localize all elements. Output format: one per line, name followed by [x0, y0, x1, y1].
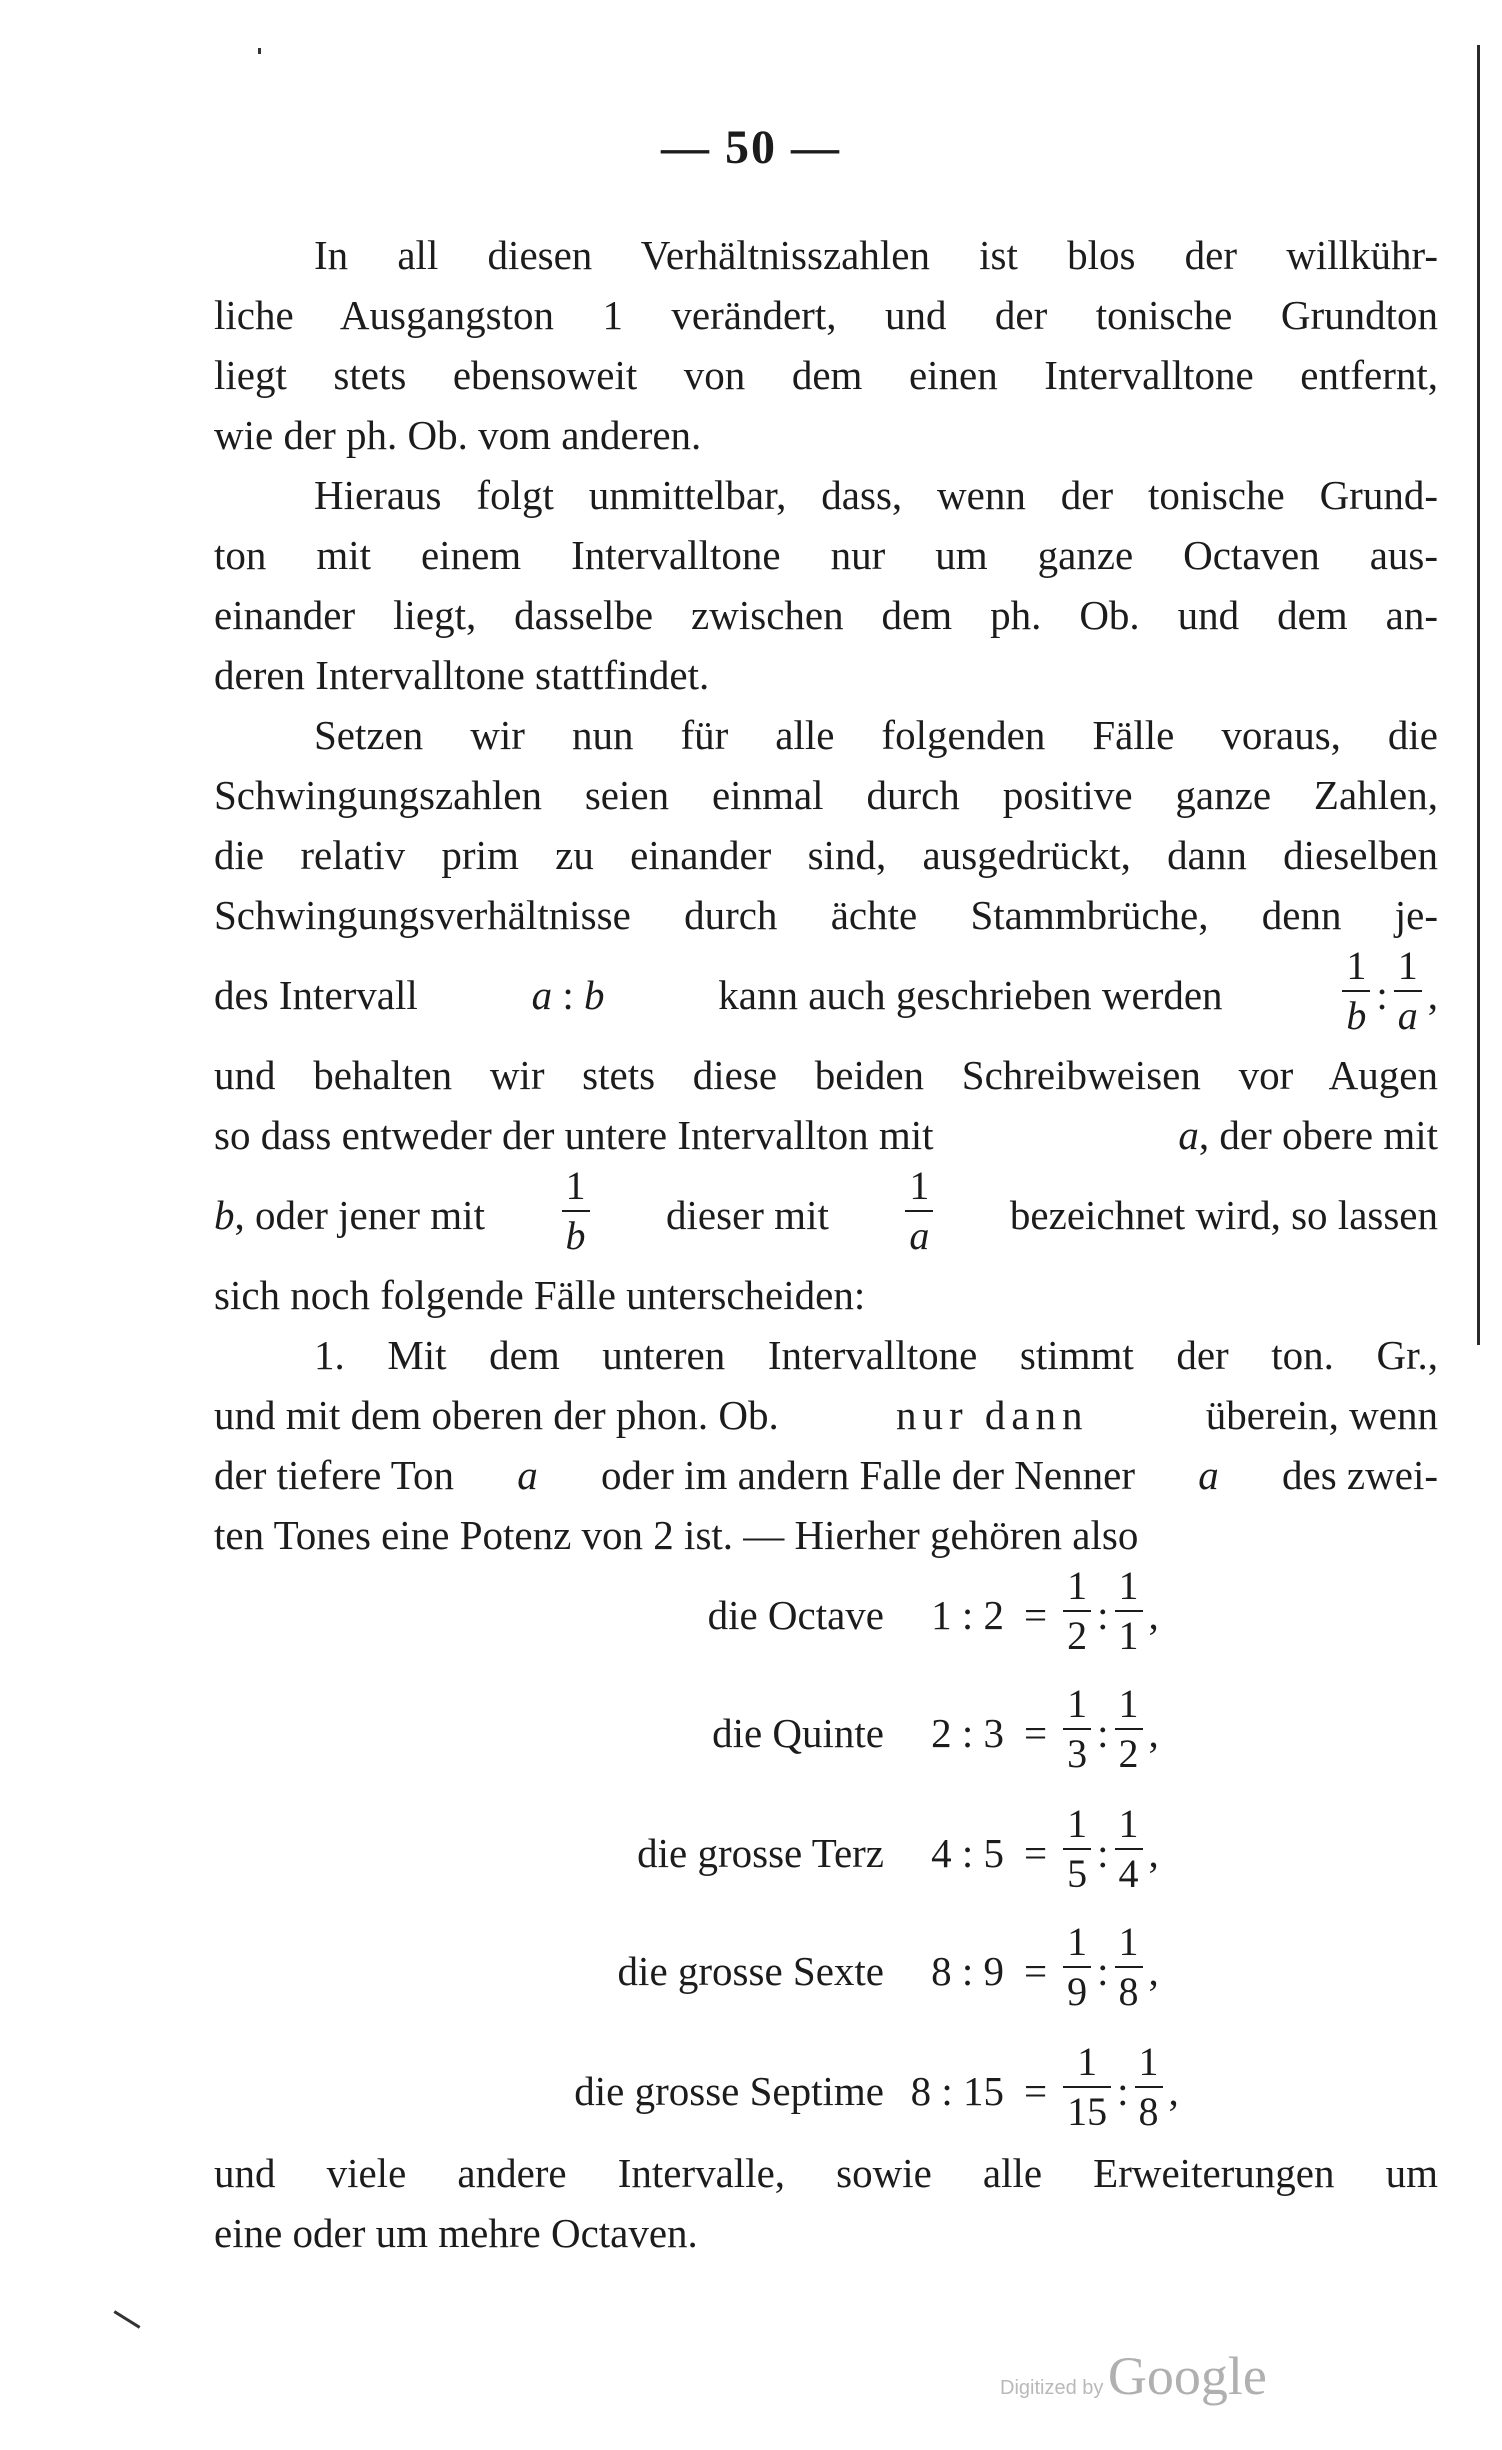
text-line: liche Ausgangston 1 verändert, und der tonische Grundton — [214, 292, 1438, 338]
text-line-with-fractions — [214, 945, 1438, 1045]
text-line — [214, 1385, 1438, 1445]
text-line: Schwingungsverhältnisse durch ächte Stammbrüche, denn je- — [214, 892, 1438, 938]
interval-row-quinte — [214, 1683, 1159, 1783]
colon: : — [562, 972, 574, 1018]
fraction-numerator: 1 — [909, 1163, 930, 1208]
colon: : — [1376, 972, 1388, 1018]
comma: , — [1148, 1592, 1159, 1638]
fraction-denominator: a — [905, 1210, 933, 1256]
colon: : — [1097, 1948, 1109, 1994]
fraction-numerator: 1 — [1346, 943, 1367, 988]
comma: , — [1168, 2068, 1179, 2114]
interval-row-grosse-terz — [214, 1803, 1159, 1903]
text-line: und viele andere Intervalle, sowie alle Erweiterungen um — [214, 2150, 1438, 2196]
equals-sign: = — [1024, 1948, 1048, 1994]
text-segment: und mit dem oberen der phon. Ob. — [214, 1392, 779, 1438]
comma: , — [1148, 1948, 1159, 1994]
interval-row-grosse-septime — [214, 2041, 1179, 2141]
fraction: $\frac{1}{5}$ — [1063, 1804, 1091, 1894]
text-segment: so dass entweder der untere Intervallton mit — [214, 1112, 934, 1158]
interval-ratio: 8 : 9 — [931, 1948, 1004, 1994]
colon: : — [1097, 1830, 1109, 1876]
text-line-with-fractions — [214, 1165, 1438, 1265]
google-logo: Google — [1107, 2346, 1267, 2406]
equals-sign: = — [1024, 1710, 1048, 1756]
fraction: $\frac{1}{8}$ — [1135, 2042, 1163, 2132]
fraction-numerator: 1 — [1397, 943, 1418, 988]
text-segment — [214, 1185, 485, 1245]
interval-row-octave — [214, 1565, 1159, 1665]
page-number: — 50 — — [661, 121, 841, 174]
interval-ratio: 4 : 5 — [931, 1830, 1004, 1876]
paragraph-2 — [214, 465, 1438, 705]
fraction: $\frac{1}{2}$ — [1063, 1566, 1091, 1656]
fraction: $\frac{1}{4}$ — [1115, 1804, 1143, 1894]
digitized-by-google-watermark — [1000, 2345, 1267, 2407]
text-segment: oder im andern Falle der Nenner — [601, 1452, 1135, 1498]
interval-row-grosse-sexte — [214, 1921, 1159, 2021]
paragraph-3 — [214, 705, 1438, 1325]
scan-edge-line — [1477, 45, 1480, 1345]
interval-name: die Quinte — [712, 1710, 884, 1756]
fraction: $\frac{1}{3}$ — [1063, 1684, 1091, 1774]
closing-paragraph — [214, 2143, 1438, 2263]
fraction-denominator: a — [1394, 990, 1422, 1036]
text-segment: bezeichnet wird, so lassen — [1009, 1192, 1438, 1238]
text-segment: , oder jener mit — [234, 1192, 485, 1238]
colon: : — [1097, 1710, 1109, 1756]
text-line: ten Tones eine Potenz von 2 ist. — Hierher gehören also — [214, 1512, 1139, 1558]
fraction: $\frac{1}{9}$ — [1063, 1922, 1091, 2012]
fraction: $\frac{1}{1}$ — [1115, 1566, 1143, 1656]
text-segment: kann auch geschrieben werden — [718, 972, 1223, 1018]
fraction-1-over-a — [1394, 943, 1422, 1038]
comma: , — [1148, 1710, 1159, 1756]
digitized-label: Digitized by — [1000, 2377, 1104, 2399]
variable-a: a — [531, 972, 553, 1018]
variable-a: a — [1178, 1112, 1199, 1158]
fraction: $\frac{1}{8}$ — [1115, 1922, 1143, 2012]
text-line: liegt stets ebensoweit von dem einen Intervalltone entfernt, — [214, 352, 1438, 398]
fraction-denominator: b — [562, 1210, 590, 1256]
equals-sign: = — [1024, 2068, 1048, 2114]
fraction-denominator: b — [1342, 990, 1370, 1036]
fraction-1-over-b — [1342, 943, 1370, 1038]
scan-mark — [113, 2310, 140, 2328]
emphasis-spaced: nur dann — [895, 1392, 1089, 1438]
variable-b: b — [214, 1192, 235, 1238]
interval-expression — [532, 965, 605, 1025]
interval-ratio: 8 : 15 — [910, 2068, 1004, 2114]
interval-ratio: 1 : 2 — [931, 1592, 1004, 1638]
variable-a: a — [517, 1452, 538, 1498]
fraction-numerator: 1 — [565, 1163, 586, 1208]
text-segment: überein, wenn — [1205, 1392, 1438, 1438]
text-segment: , der obere mit — [1198, 1112, 1438, 1158]
variable-b: b — [583, 972, 605, 1018]
text-segment: der tiefere Ton — [214, 1452, 454, 1498]
interval-name: die grosse Sexte — [617, 1948, 884, 1994]
equals-sign: = — [1024, 1830, 1048, 1876]
fraction: $\frac{1}{15}$ — [1063, 2042, 1111, 2132]
text-line: Schwingungszahlen seien einmal durch positive ganze Zahlen, — [214, 772, 1438, 818]
text-segment — [1178, 1105, 1438, 1165]
interval-ratio: 2 : 3 — [931, 1710, 1004, 1756]
text-line: und behalten wir stets diese beiden Schreibweisen vor Augen — [214, 1052, 1438, 1098]
interval-name: die Octave — [707, 1592, 884, 1638]
scan-speck — [258, 48, 261, 54]
text-line: einander liegt, dasselbe zwischen dem ph. Ob. und dem an- — [214, 592, 1438, 638]
text-line: Hieraus folgt unmittelbar, dass, wenn der tonische Grund- — [314, 472, 1438, 518]
text-line — [214, 1445, 1438, 1505]
text-line: eine oder um mehre Octaven. — [214, 2210, 698, 2256]
text-segment: des Intervall — [214, 972, 418, 1018]
text-line: 1. Mit dem unteren Intervalltone stimmt der ton. Gr., — [314, 1332, 1438, 1378]
text-line: In all diesen Verhältnisszahlen ist blos der willkühr- — [314, 232, 1438, 278]
text-line: sich noch folgende Fälle unterscheiden: — [214, 1272, 866, 1318]
colon: : — [1097, 1592, 1109, 1638]
interval-name: die grosse Septime — [574, 2068, 884, 2114]
fraction: $\frac{1}{2}$ — [1115, 1684, 1143, 1774]
fraction-1-over-b — [562, 1163, 590, 1258]
text-line: deren Intervalltone stattfindet. — [214, 652, 710, 698]
fraction-expression — [1336, 943, 1438, 1040]
text-line: wie der ph. Ob. vom anderen. — [214, 412, 702, 458]
text-segment: dieser mit — [666, 1192, 829, 1238]
colon: : — [1117, 2068, 1129, 2114]
paragraph-1 — [214, 225, 1438, 465]
variable-a: a — [1198, 1452, 1219, 1498]
paragraph-4 — [214, 1325, 1438, 1565]
text-line: Setzen wir nun für alle folgenden Fälle voraus, die — [314, 712, 1438, 758]
interval-name: die grosse Terz — [637, 1830, 884, 1876]
text-line — [214, 1105, 1438, 1165]
fraction-1-over-a — [905, 1163, 933, 1258]
equals-sign: = — [1024, 1592, 1048, 1638]
text-line: die relativ prim zu einander sind, ausgedrückt, dann dieselben — [214, 832, 1438, 878]
comma: , — [1148, 1830, 1159, 1876]
text-line: ton mit einem Intervalltone nur um ganze Octaven aus- — [214, 532, 1438, 578]
comma: , — [1427, 972, 1438, 1018]
text-segment: des zwei- — [1282, 1452, 1438, 1498]
